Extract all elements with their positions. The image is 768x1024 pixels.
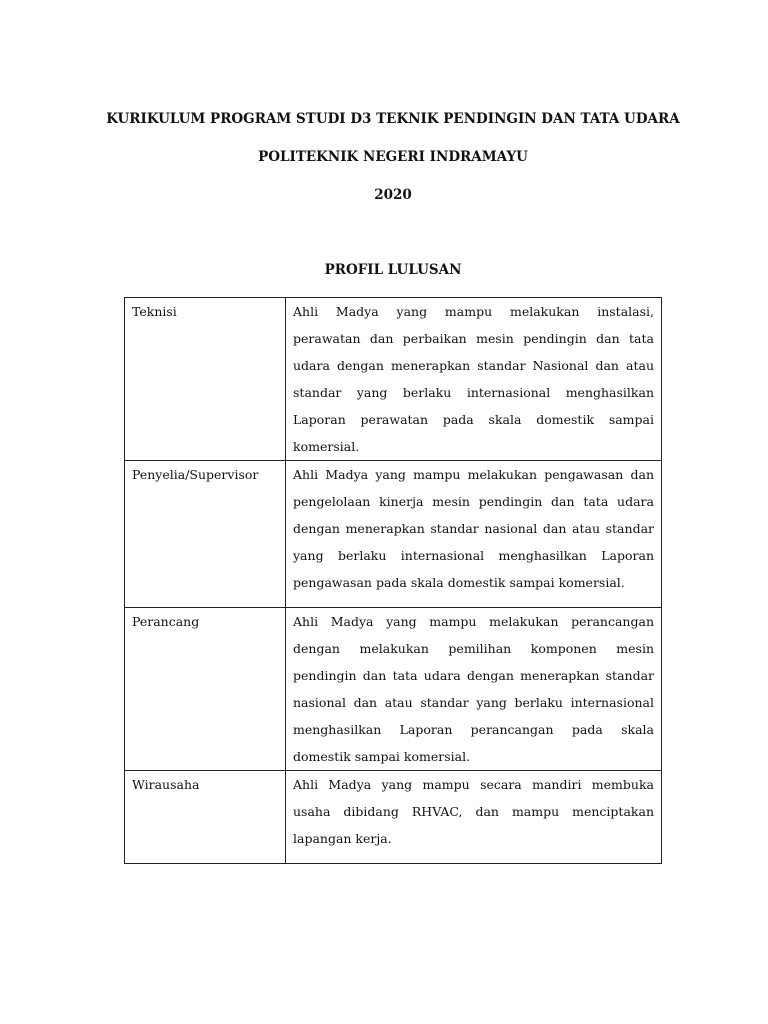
institution-name: POLITEKNIK NEGERI INDRAMAYU <box>258 149 528 165</box>
document-title: KURIKULUM PROGRAM STUDI D3 TEKNIK PENDINGIN DAN TATA UDARA <box>106 111 680 127</box>
table-row <box>125 298 662 461</box>
profile-role: Teknisi <box>125 298 286 461</box>
graduate-profile-table <box>124 297 662 864</box>
section-title: PROFIL LULUSAN <box>324 262 462 278</box>
profile-role: Penyelia/Supervisor <box>125 461 286 608</box>
profile-description: Ahli Madya yang mampu secara mandiri membuka usaha dibidang RHVAC, dan mampu menciptakan lapangan kerja. <box>286 771 662 864</box>
table-row <box>125 608 662 771</box>
table-row <box>125 461 662 608</box>
document-year: 2020 <box>374 187 412 203</box>
profile-description: Ahli Madya yang mampu melakukan instalasi, perawatan dan perbaikan mesin pendingin dan tata udara dengan menerapkan standar Nasional dan atau standar yang berlaku internasional menghasilkan Laporan perawatan pada skala domestik sampai komersial. <box>286 298 662 461</box>
profile-description: Ahli Madya yang mampu melakukan pengawasan dan pengelolaan kinerja mesin pendingin dan tata udara dengan menerapkan standar nasional dan atau standar yang berlaku internasional menghasilkan Laporan pengawasan pada skala domestik sampai komersial. <box>286 461 662 608</box>
profile-description: Ahli Madya yang mampu melakukan perancangan dengan melakukan pemilihan komponen mesin pendingin dan tata udara dengan menerapkan standar nasional dan atau standar yang berlaku internasional menghasilkan Laporan perancangan pada skala domestik sampai komersial. <box>286 608 662 771</box>
table-row <box>125 771 662 864</box>
profile-role: Wirausaha <box>125 771 286 864</box>
profile-role: Perancang <box>125 608 286 771</box>
